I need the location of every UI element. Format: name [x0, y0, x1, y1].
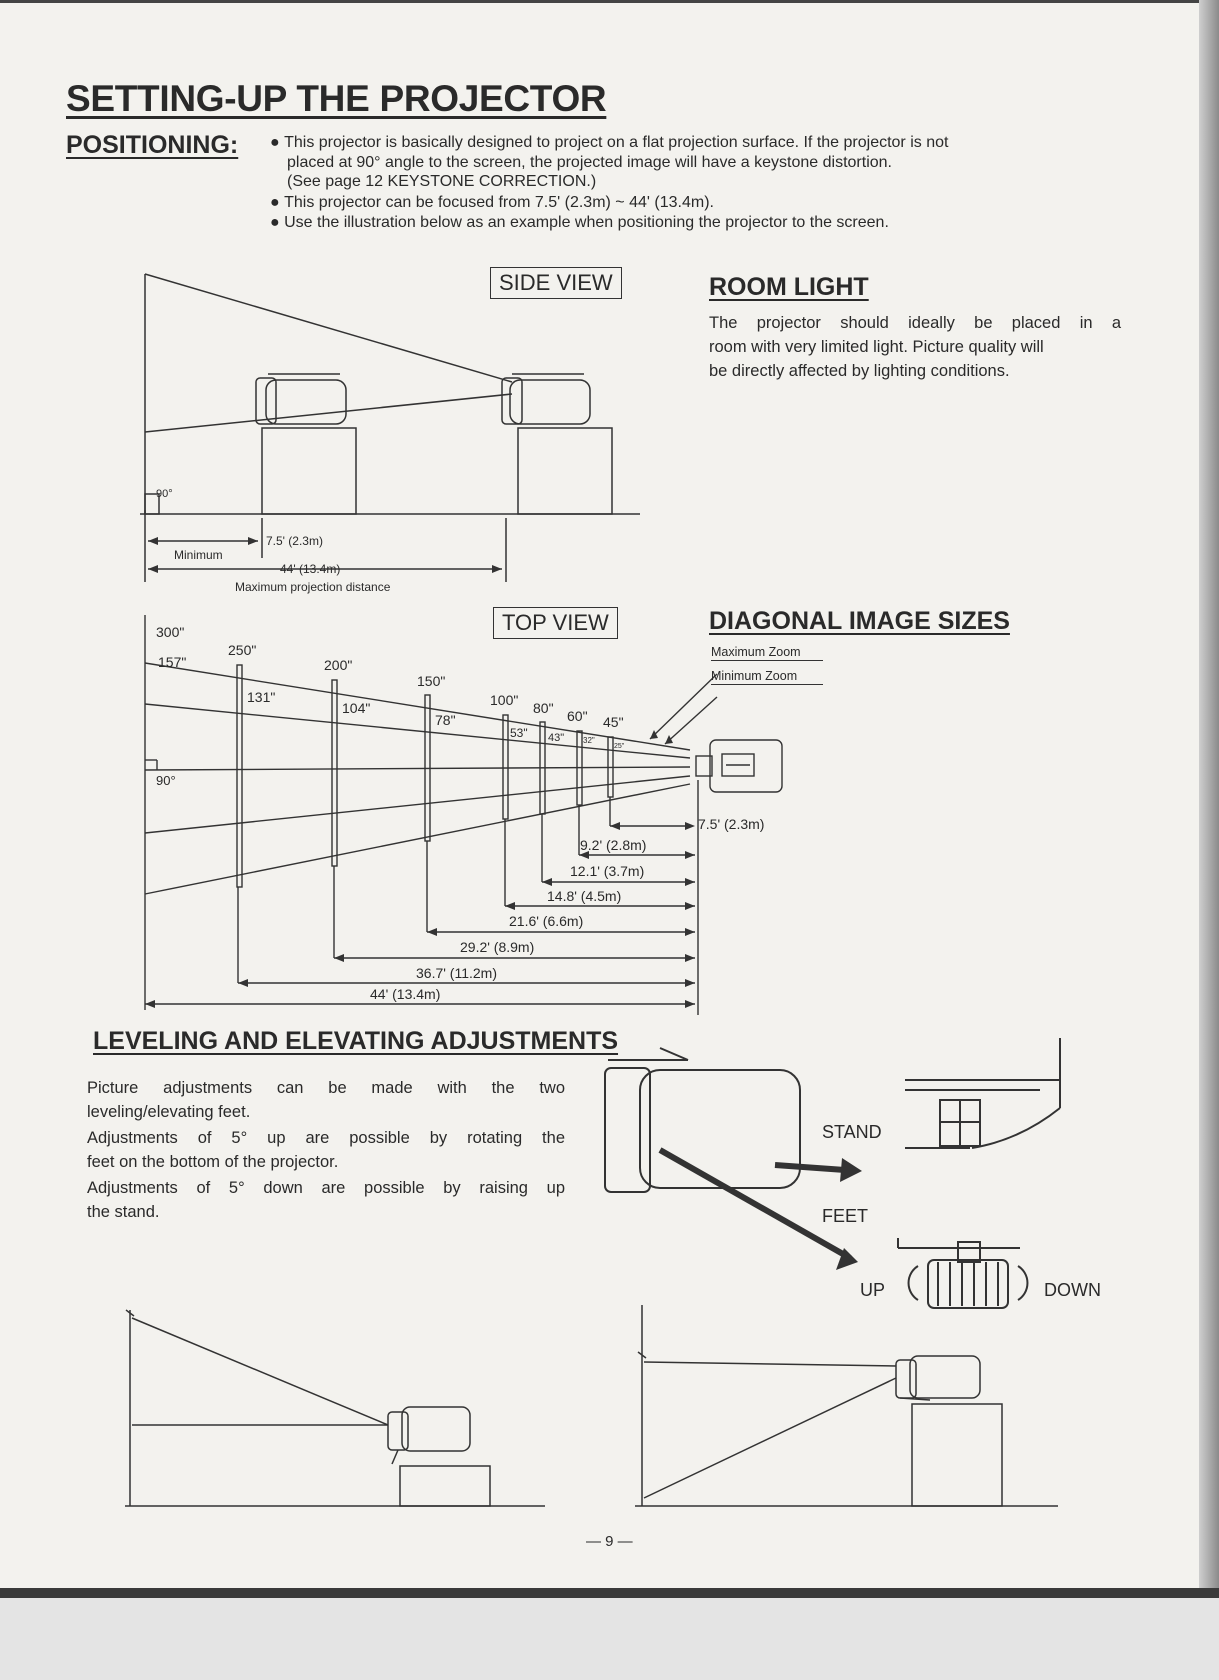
side-min-label: Minimum	[174, 548, 223, 562]
distance-9-2ft: 9.2' (2.8m)	[580, 837, 647, 853]
leveling-line-4: feet on the bottom of the projector.	[87, 1153, 339, 1171]
distance-14-8ft: 14.8' (4.5m)	[547, 888, 622, 904]
maximum-zoom-label: Maximum Zoom	[711, 645, 823, 661]
positioning-bullet-1-ref: (See page 12 KEYSTONE CORRECTION.)	[287, 173, 597, 190]
bullet-dot: ●	[270, 214, 285, 231]
room-light-heading: ROOM LIGHT	[709, 273, 869, 301]
stand-label: STAND	[822, 1122, 882, 1142]
min-size-32: 32"	[583, 736, 595, 745]
stand-arrow-line	[775, 1165, 845, 1170]
distance-44ft: 44' (13.4m)	[370, 986, 441, 1002]
projector-body	[640, 1070, 800, 1188]
min-size-78: 78"	[435, 712, 456, 728]
max-size-200: 200"	[324, 657, 353, 673]
side-angle-label: 90°	[156, 488, 173, 500]
leveling-illustration	[600, 1030, 1110, 1340]
down-label: DOWN	[1044, 1280, 1101, 1300]
foot-screw-shape	[909, 1242, 1028, 1308]
side-max-distance: 44' (13.4m)	[280, 562, 341, 576]
max-size-60: 60"	[567, 708, 588, 724]
room-light-line-2: room with very limited light. Picture quality will	[709, 338, 1044, 356]
room-light-line-1: The projector should ideally be placed in a	[709, 314, 1121, 332]
minimum-zoom-label: Minimum Zoom	[711, 669, 823, 685]
min-size-131: 131"	[247, 689, 276, 705]
min-size-104: 104"	[342, 700, 371, 716]
projector-lens-end	[605, 1068, 650, 1192]
positioning-heading: POSITIONING:	[66, 131, 239, 159]
distance-36-7ft: 36.7' (11.2m)	[416, 965, 498, 981]
stand-arrow-head	[840, 1158, 862, 1182]
zoom-pointer-min	[665, 697, 717, 744]
lowered-projection-illustration	[630, 1300, 1070, 1515]
side-view-diagram	[140, 262, 660, 602]
side-min-distance: 7.5' (2.3m)	[266, 534, 323, 548]
min-size-25: 25"	[614, 743, 625, 750]
positioning-bullet-1: ● This projector is basically designed to project on a flat projection surface. If the projector is not	[270, 134, 949, 151]
top-view-label: TOP VIEW	[493, 607, 618, 639]
projector-body	[402, 1407, 470, 1451]
table-near	[262, 428, 356, 514]
table-far	[518, 428, 612, 514]
leveling-line-6: the stand.	[87, 1203, 160, 1221]
stand-bracket-shape	[940, 1100, 980, 1146]
top-view-diagram	[140, 610, 800, 1020]
max-size-80: 80"	[533, 700, 554, 716]
page-top-border	[0, 0, 1199, 3]
projector-body	[910, 1356, 980, 1398]
positioning-bullet-1-cont: placed at 90° angle to the screen, the projected image will have a keystone distortion.	[287, 154, 892, 171]
min-size-53: 53"	[510, 726, 528, 740]
feet-label: FEET	[822, 1206, 869, 1226]
scan-background	[0, 1598, 1219, 1680]
room-light-line-3: be directly affected by lighting conditions.	[709, 362, 1010, 380]
leveling-heading: LEVELING AND ELEVATING ADJUSTMENTS	[93, 1027, 619, 1055]
top-angle-label: 90°	[156, 773, 176, 788]
up-label: UP	[860, 1280, 886, 1300]
leveling-line-1: Picture adjustments can be made with the two	[87, 1079, 565, 1097]
beam-line-top	[145, 274, 512, 382]
max-size-250: 250"	[228, 642, 257, 658]
page-edge-shadow	[1199, 0, 1219, 1588]
screen-250	[237, 665, 242, 887]
bullet-dot: ●	[270, 194, 285, 211]
page-number: — 9 —	[586, 1533, 633, 1550]
max-size-45: 45"	[603, 714, 624, 730]
diagonal-heading: DIAGONAL IMAGE SIZES	[709, 607, 1010, 635]
distance-29-2ft: 29.2' (8.9m)	[460, 939, 535, 955]
screen-100	[503, 715, 508, 819]
bullet-dot: ●	[270, 134, 285, 151]
max-size-300: 300"	[156, 624, 185, 640]
scan-gap	[0, 1588, 1219, 1598]
page-title: SETTING-UP THE PROJECTOR	[66, 78, 607, 119]
screen-200	[332, 680, 337, 866]
leveling-line-3: Adjustments of 5° up are possible by rotating the	[87, 1129, 565, 1147]
elevated-projection-illustration	[120, 1300, 560, 1515]
projector-far-shape	[502, 374, 590, 424]
stand	[912, 1404, 1002, 1506]
min-size-157: 157"	[158, 654, 187, 670]
beam-line-bottom	[145, 394, 512, 432]
min-size-43: 43"	[548, 732, 565, 744]
max-size-100: 100"	[490, 692, 519, 708]
projector-top-shape	[696, 740, 782, 792]
leveling-line-2: leveling/elevating feet.	[87, 1103, 251, 1121]
side-max-label: Maximum projection distance	[235, 580, 391, 594]
positioning-bullet-2: ● This projector can be focused from 7.5' (2.3m) ~ 44' (13.4m).	[270, 194, 714, 211]
distance-21-6ft: 21.6' (6.6m)	[509, 913, 584, 929]
max-size-150: 150"	[417, 673, 446, 689]
positioning-bullet-3: ● Use the illustration below as an example when positioning the projector to the screen.	[270, 214, 889, 231]
side-view-label: SIDE VIEW	[490, 267, 622, 299]
table	[400, 1466, 490, 1506]
distance-12-1ft: 12.1' (3.7m)	[570, 863, 645, 879]
distance-7-5ft: 7.5' (2.3m)	[698, 816, 765, 832]
leveling-line-5: Adjustments of 5° down are possible by raising up	[87, 1179, 565, 1197]
